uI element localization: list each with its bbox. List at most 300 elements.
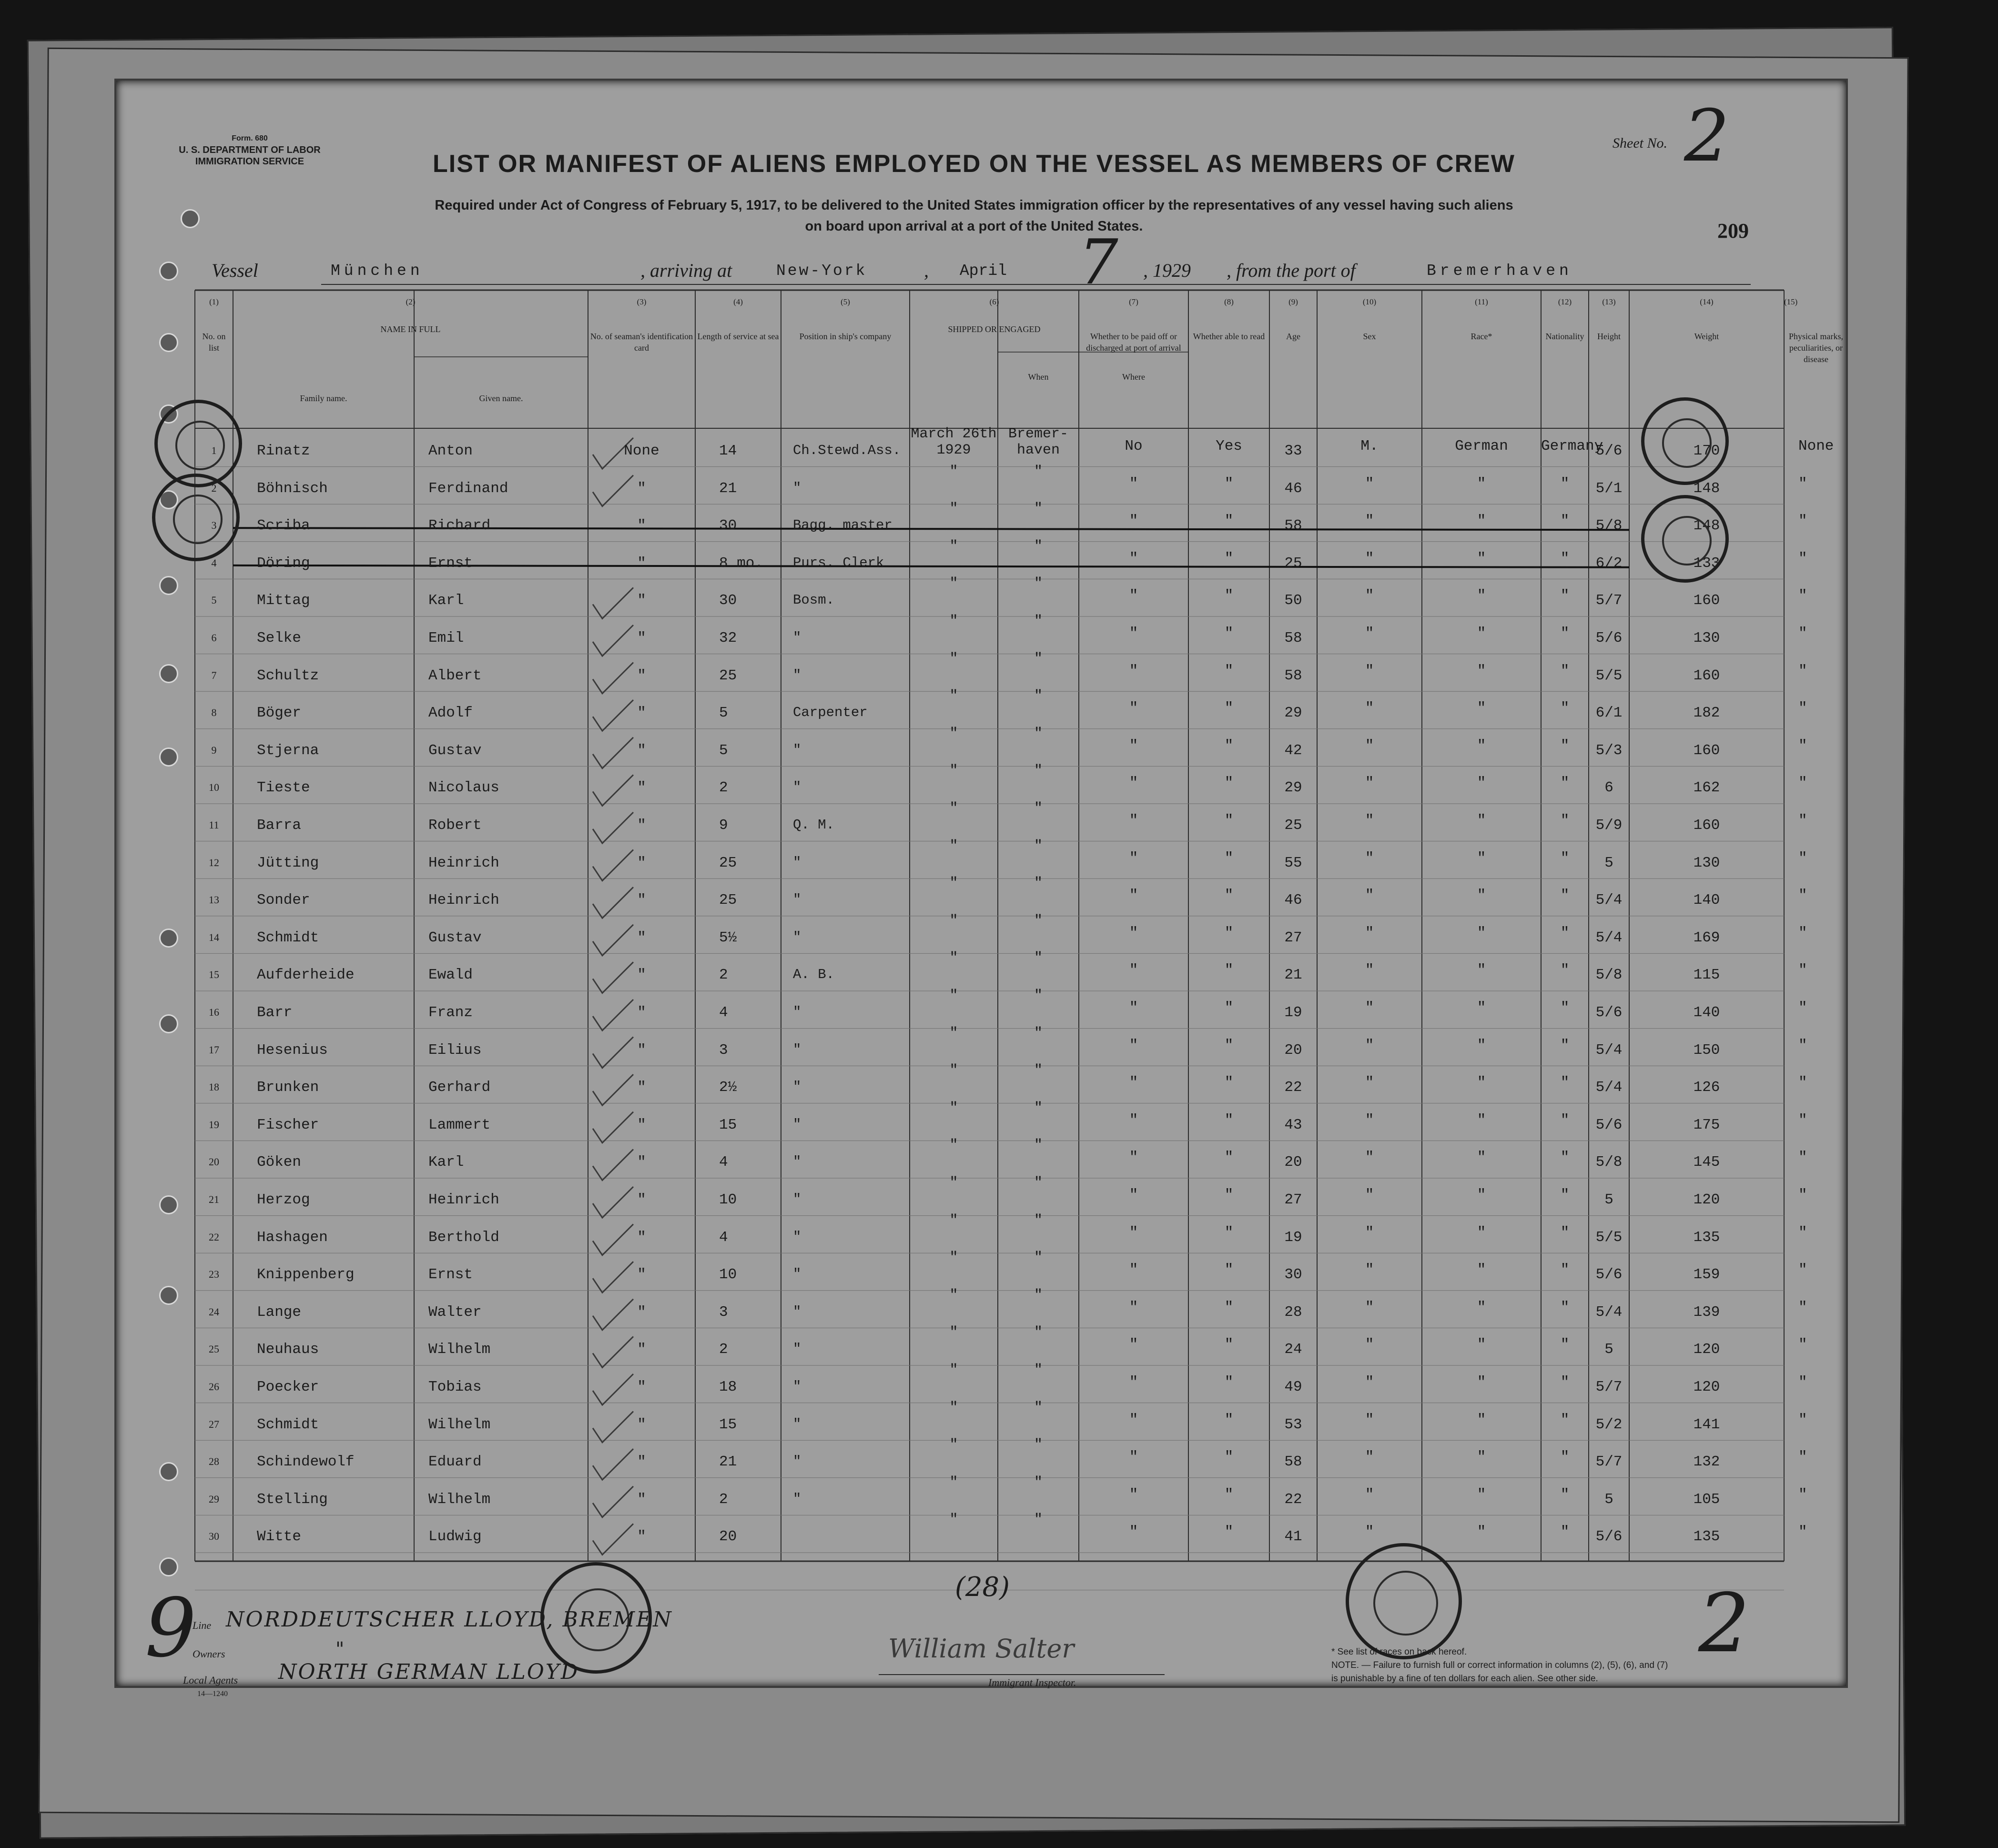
height: 5/4: [1595, 1079, 1623, 1096]
position: ": [793, 1491, 801, 1507]
able-to-read: ": [1224, 1149, 1234, 1166]
shipped-where: ": [1034, 1324, 1043, 1341]
shipped-when: ": [949, 950, 958, 967]
penalty-note-2: is punishable by a fine of ten dollars for each alien. See other side.: [1331, 1674, 1598, 1684]
id-card: ": [637, 779, 646, 797]
able-to-read: ": [1224, 887, 1234, 904]
physical-marks: ": [1798, 924, 1807, 941]
physical-marks: ": [1798, 1449, 1807, 1466]
penalty-note-1: NOTE. — Failure to furnish full or correct information in columns (2), (5), (6), and (7): [1331, 1660, 1668, 1670]
family-name: Göken: [257, 1154, 302, 1171]
id-card: ": [637, 817, 646, 834]
weight: 160: [1693, 667, 1720, 684]
weight: 159: [1693, 1266, 1720, 1283]
position: ": [793, 1266, 801, 1282]
weight: 169: [1693, 929, 1720, 946]
physical-marks: ": [1798, 812, 1807, 829]
nationality: ": [1560, 625, 1570, 642]
shipped-where: ": [1034, 1175, 1043, 1191]
column-header: SHIPPED OR ENGAGED: [948, 324, 1041, 334]
row-number: 5: [211, 594, 217, 606]
manifest-table: [116, 81, 1846, 1686]
race: ": [1477, 550, 1486, 567]
given-name: Karl: [428, 592, 464, 609]
footer-notes: [1331, 1646, 1760, 1686]
family-name: Böger: [257, 705, 302, 722]
physical-marks: ": [1798, 737, 1807, 754]
column-number: (5): [841, 297, 850, 306]
row-number: 12: [209, 856, 219, 868]
arrival-year: , 1929: [1143, 260, 1191, 281]
shipped-where: ": [1034, 1062, 1043, 1079]
column-header: Nationality: [1545, 332, 1584, 341]
id-card: ": [637, 892, 646, 909]
race: ": [1477, 1187, 1486, 1203]
weight: 133: [1693, 555, 1720, 572]
given-name: Ludwig: [428, 1528, 482, 1545]
from-port-label: , from the port of: [1227, 260, 1356, 281]
column-header: Length of service at sea: [697, 332, 779, 341]
height: 5/7: [1595, 1454, 1623, 1471]
age: 19: [1284, 1229, 1302, 1246]
weight: 148: [1693, 517, 1720, 535]
paid-off: ": [1129, 700, 1138, 717]
shipped-when: ": [949, 725, 958, 742]
shipped-when: ": [949, 1025, 958, 1041]
position: ": [793, 779, 801, 796]
family-name: Döring: [257, 555, 310, 572]
column-subheader: Family name.: [300, 394, 347, 403]
shipped-when: ": [949, 988, 958, 1004]
row-number: 17: [209, 1043, 219, 1056]
weight: 126: [1693, 1079, 1720, 1096]
physical-marks: ": [1798, 587, 1807, 605]
service-length: 25: [719, 854, 737, 871]
shipped-when: ": [949, 1512, 958, 1528]
given-name: Heinrich: [428, 892, 499, 909]
service-length: 25: [719, 667, 737, 684]
shipped-when: ": [949, 1324, 958, 1341]
height: 5/6: [1595, 1116, 1623, 1133]
shipped-when: ": [949, 613, 958, 629]
family-name: Herzog: [257, 1192, 310, 1208]
position: ": [793, 1192, 801, 1207]
sex: ": [1365, 625, 1374, 642]
sex: ": [1365, 1224, 1374, 1241]
able-to-read: ": [1224, 1111, 1234, 1129]
physical-marks: ": [1798, 1299, 1807, 1316]
shipped-where: ": [1034, 688, 1043, 705]
row-number: 13: [209, 894, 219, 906]
height: 5/6: [1595, 1528, 1623, 1545]
age: 25: [1284, 555, 1302, 572]
row-number: 9: [211, 744, 217, 756]
inspector-label: Immigrant Inspector.: [988, 1676, 1076, 1688]
column-number: (13): [1602, 297, 1616, 306]
column-subheader: Where: [1122, 372, 1145, 382]
paid-off: ": [1129, 662, 1138, 679]
position: ": [793, 892, 801, 908]
paid-off: ": [1129, 849, 1138, 867]
family-name: Stelling: [257, 1491, 328, 1508]
given-name: Wilhelm: [428, 1491, 491, 1508]
position: Purs. Clerk: [793, 555, 884, 571]
shipped-when: ": [949, 1287, 958, 1303]
able-to-read: ": [1224, 513, 1234, 530]
race: ": [1477, 1037, 1486, 1054]
age: 22: [1284, 1491, 1302, 1508]
age: 27: [1284, 929, 1302, 946]
row-number: 19: [209, 1118, 219, 1131]
paid-off: ": [1129, 1149, 1138, 1166]
given-name: Franz: [428, 1004, 473, 1021]
nationality: ": [1560, 775, 1570, 792]
sex: ": [1365, 1449, 1374, 1466]
position: ": [793, 854, 801, 870]
row-number: 23: [209, 1268, 219, 1281]
given-name: Heinrich: [428, 1192, 499, 1208]
id-card: ": [637, 742, 646, 759]
position: Q. M.: [793, 817, 835, 833]
paid-off: ": [1129, 1299, 1138, 1316]
physical-marks: ": [1798, 1374, 1807, 1391]
family-name: Jütting: [257, 854, 319, 871]
nationality: ": [1560, 1374, 1570, 1391]
id-card: ": [637, 1416, 646, 1433]
height: 5/6: [1595, 1266, 1623, 1283]
paid-off: ": [1129, 1000, 1138, 1016]
nationality: ": [1560, 924, 1570, 941]
consulate-stamp: [1346, 1543, 1462, 1659]
column-number: (2): [406, 297, 416, 306]
nationality: ": [1560, 1486, 1570, 1503]
shipped-when: ": [949, 763, 958, 779]
form-code: 14—1240: [197, 1690, 228, 1698]
height: 5/9: [1595, 817, 1623, 834]
height: 5: [1604, 1192, 1613, 1208]
race: ": [1477, 1111, 1486, 1129]
sex: ": [1365, 1149, 1374, 1166]
nationality: ": [1560, 513, 1570, 530]
height: 5/2: [1595, 1416, 1623, 1433]
service-length: 10: [719, 1192, 737, 1208]
race: ": [1477, 1224, 1486, 1241]
able-to-read: ": [1224, 1374, 1234, 1391]
age: 20: [1284, 1041, 1302, 1059]
family-name: Rinatz: [257, 443, 310, 459]
shipped-when: ": [949, 650, 958, 667]
able-to-read: ": [1224, 550, 1234, 567]
column-header: Weight: [1694, 332, 1719, 341]
able-to-read: ": [1224, 849, 1234, 867]
weight: 130: [1693, 630, 1720, 646]
family-name: Neuhaus: [257, 1341, 319, 1358]
family-name: Fischer: [257, 1116, 319, 1133]
race: ": [1477, 1336, 1486, 1353]
column-number: (8): [1224, 297, 1234, 306]
id-card: ": [637, 1079, 646, 1096]
id-card: ": [637, 480, 646, 497]
column-number: (9): [1288, 297, 1298, 306]
given-name: Gustav: [428, 929, 482, 946]
page-number: 209: [1717, 219, 1749, 242]
physical-marks: ": [1798, 1262, 1807, 1279]
arrival-port: New-York: [776, 262, 867, 280]
age: 42: [1284, 742, 1302, 759]
given-name: Anton: [428, 443, 473, 459]
able-to-read: ": [1224, 662, 1234, 679]
given-name: Berthold: [428, 1229, 499, 1246]
position: ": [793, 667, 801, 683]
age: 29: [1284, 705, 1302, 722]
able-to-read: ": [1224, 1037, 1234, 1054]
given-name: Ernst: [428, 555, 473, 572]
physical-marks: ": [1798, 513, 1807, 530]
crew-total: (28): [955, 1572, 1010, 1603]
nationality: ": [1560, 737, 1570, 754]
age: 22: [1284, 1079, 1302, 1096]
race: ": [1477, 700, 1486, 717]
family-name: Schindewolf: [257, 1454, 355, 1471]
paid-off: No: [1125, 438, 1143, 454]
given-name: Nicolaus: [428, 779, 499, 797]
nationality: ": [1560, 849, 1570, 867]
nationality: ": [1560, 587, 1570, 605]
able-to-read: ": [1224, 1262, 1234, 1279]
sex: ": [1365, 1000, 1374, 1016]
owners-value: ": [335, 1638, 345, 1660]
service-length: 2: [719, 1341, 728, 1358]
column-number: (11): [1475, 297, 1488, 306]
physical-marks: ": [1798, 625, 1807, 642]
able-to-read: ": [1224, 1486, 1234, 1503]
shipped-when: ": [949, 838, 958, 854]
service-length: 9: [719, 817, 728, 834]
paid-off: ": [1129, 1411, 1138, 1428]
race: ": [1477, 1149, 1486, 1166]
race: ": [1477, 737, 1486, 754]
weight: 160: [1693, 817, 1720, 834]
row-number: 25: [209, 1343, 219, 1355]
paid-off: ": [1129, 1449, 1138, 1466]
family-name: Scriba: [257, 517, 310, 535]
family-name: Lange: [257, 1303, 302, 1321]
nationality: Germany: [1541, 438, 1603, 454]
row-number: 27: [209, 1418, 219, 1430]
shipped-when: ": [949, 875, 958, 892]
sex: M.: [1360, 438, 1379, 454]
column-number: (7): [1129, 297, 1138, 306]
position: ": [793, 630, 801, 646]
weight: 115: [1693, 967, 1720, 984]
family-name: Hesenius: [257, 1041, 328, 1059]
physical-marks: ": [1798, 1411, 1807, 1428]
given-name: Gustav: [428, 742, 482, 759]
race: ": [1477, 887, 1486, 904]
position: ": [793, 480, 801, 496]
shipped-when: ": [949, 1250, 958, 1266]
shipped-where: ": [1034, 1287, 1043, 1303]
sex: ": [1365, 812, 1374, 829]
service-length: 5: [719, 742, 728, 759]
family-name: Mittag: [257, 592, 310, 609]
given-name: Heinrich: [428, 854, 499, 871]
id-card: ": [637, 1266, 646, 1283]
nationality: ": [1560, 475, 1570, 492]
able-to-read: Yes: [1216, 438, 1242, 454]
service-length: 15: [719, 1416, 737, 1433]
given-name: Emil: [428, 630, 464, 646]
right-sheet-mark: 2: [1698, 1576, 1750, 1671]
paid-off: ": [1129, 1336, 1138, 1353]
age: 28: [1284, 1303, 1302, 1321]
column-header: Height: [1597, 332, 1621, 341]
service-length: 14: [719, 443, 737, 459]
position: ": [793, 1229, 801, 1245]
family-name: Schmidt: [257, 929, 319, 946]
id-card: ": [637, 854, 646, 871]
arrival-month: April: [960, 262, 1007, 280]
age: 25: [1284, 817, 1302, 834]
column-header: No. on list: [202, 332, 226, 353]
sex: ": [1365, 513, 1374, 530]
physical-marks: ": [1798, 662, 1807, 679]
given-name: Albert: [428, 667, 482, 684]
sex: ": [1365, 1187, 1374, 1203]
height: 5/6: [1595, 1004, 1623, 1021]
paid-off: ": [1129, 1262, 1138, 1279]
race: ": [1477, 1000, 1486, 1016]
physical-marks: ": [1798, 962, 1807, 979]
race: ": [1477, 775, 1486, 792]
column-header: NAME IN FULL: [380, 324, 441, 334]
race: German: [1455, 438, 1508, 454]
requirement-line-1: Required under Act of Congress of February 5, 1917, to be delivered to the United States immigration officer by the representatives of any vessel having such aliens: [435, 198, 1513, 213]
paid-off: ": [1129, 924, 1138, 941]
nationality: ": [1560, 1262, 1570, 1279]
id-card: ": [637, 555, 646, 572]
race: ": [1477, 587, 1486, 605]
position: ": [793, 1379, 801, 1394]
id-card: ": [637, 1041, 646, 1059]
age: 58: [1284, 1454, 1302, 1471]
given-name: Wilhelm: [428, 1341, 491, 1358]
physical-marks: ": [1798, 1524, 1807, 1541]
id-card: None: [624, 443, 659, 459]
row-number: 20: [209, 1156, 219, 1168]
paid-off: ": [1129, 1111, 1138, 1129]
given-name: Ewald: [428, 967, 473, 984]
department-name: U. S. DEPARTMENT OF LABOR: [179, 145, 321, 155]
sex: ": [1365, 924, 1374, 941]
service-length: 2: [719, 967, 728, 984]
family-name: Schmidt: [257, 1416, 319, 1433]
service-length: 20: [719, 1528, 737, 1545]
sex: ": [1365, 1074, 1374, 1091]
agents-value: NORTH GERMAN LLOYD: [278, 1660, 579, 1684]
service-length: 2½: [719, 1079, 737, 1096]
row-number: 11: [209, 819, 219, 831]
owners-label: Owners: [193, 1648, 225, 1660]
nationality: ": [1560, 1149, 1570, 1166]
service-length: 4: [719, 1004, 728, 1021]
height: 5: [1604, 854, 1613, 871]
given-name: Gerhard: [428, 1079, 491, 1096]
column-number: (1): [209, 297, 219, 306]
race: ": [1477, 475, 1486, 492]
shipped-when: ": [949, 1212, 958, 1229]
column-header: Race*: [1471, 332, 1492, 341]
weight: 135: [1693, 1528, 1720, 1545]
position: Bosm.: [793, 592, 835, 608]
shipped-when: ": [949, 1437, 958, 1454]
sex: ": [1365, 475, 1374, 492]
row-number: 21: [209, 1193, 219, 1205]
position: ": [793, 1303, 801, 1320]
row-number: 4: [211, 556, 217, 569]
physical-marks: ": [1798, 1149, 1807, 1166]
able-to-read: ": [1224, 1299, 1234, 1316]
sex: ": [1365, 1262, 1374, 1279]
paid-off: ": [1129, 550, 1138, 567]
shipped-where: ": [1034, 1212, 1043, 1229]
consulate-stamp: [152, 474, 240, 561]
position: Carpenter: [793, 705, 868, 721]
weight: 140: [1693, 892, 1720, 909]
column-subheader: Given name.: [479, 394, 523, 403]
weight: 120: [1693, 1192, 1720, 1208]
arrival-day: 7: [1079, 226, 1118, 298]
shipped-when: ": [949, 1137, 958, 1154]
column-number: (14): [1700, 297, 1714, 306]
sheet-label: Sheet No.: [1613, 135, 1667, 151]
shipped-where: ": [1034, 950, 1043, 967]
paid-off: ": [1129, 1486, 1138, 1503]
physical-marks: ": [1798, 1336, 1807, 1353]
height: 6/2: [1595, 555, 1623, 572]
physical-marks: ": [1798, 1187, 1807, 1203]
shipped-where: ": [1034, 800, 1043, 817]
position: ": [793, 742, 801, 758]
age: 43: [1284, 1116, 1302, 1133]
paid-off: ": [1129, 962, 1138, 979]
nationality: ": [1560, 662, 1570, 679]
age: 55: [1284, 854, 1302, 871]
inspector-signature: William Salter: [888, 1634, 1075, 1664]
given-name: Ernst: [428, 1266, 473, 1283]
shipped-where: ": [1034, 1474, 1043, 1491]
race: ": [1477, 962, 1486, 979]
shipped-where: ": [1034, 725, 1043, 742]
weight: 160: [1693, 742, 1720, 759]
race: ": [1477, 1449, 1486, 1466]
weight: 120: [1693, 1379, 1720, 1395]
physical-marks: None: [1798, 438, 1834, 454]
service-length: 5: [719, 705, 728, 722]
family-name: Tieste: [257, 779, 310, 797]
sex: ": [1365, 662, 1374, 679]
weight: 130: [1693, 854, 1720, 871]
sex: ": [1365, 1374, 1374, 1391]
paid-off: ": [1129, 587, 1138, 605]
id-card: ": [637, 705, 646, 722]
age: 30: [1284, 1266, 1302, 1283]
given-name: Adolf: [428, 705, 473, 722]
age: 21: [1284, 967, 1302, 984]
shipped-when: ": [949, 463, 958, 480]
nationality: ": [1560, 1187, 1570, 1203]
age: 29: [1284, 779, 1302, 797]
